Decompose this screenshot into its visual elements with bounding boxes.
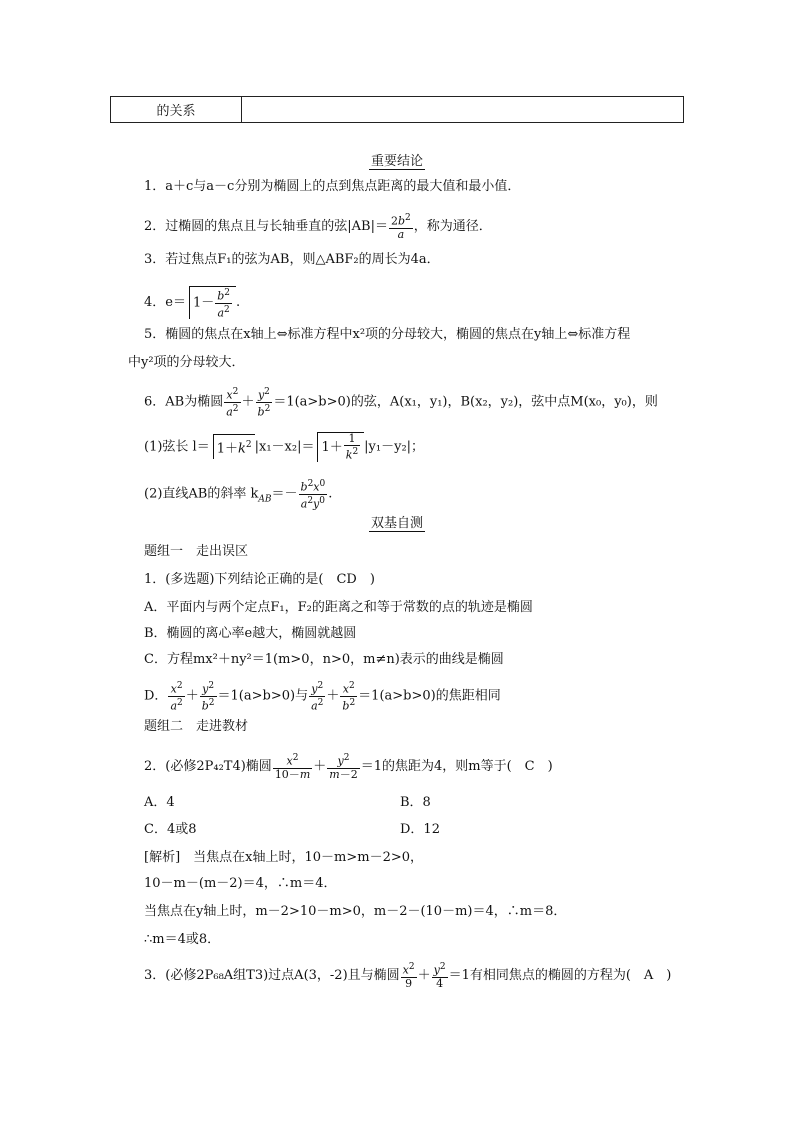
question-1: 1．(多选题)下列结论正确的是( CD ) bbox=[144, 572, 375, 587]
option-1b: B．椭圆的离心率e越大，椭圆就越圆 bbox=[144, 626, 357, 641]
group-1: 题组一 走出误区 bbox=[144, 544, 249, 559]
question-3: 3．(必修2P₆₈A组T3)过点A(3，-2)且与椭圆 $\frac{x^2}{9}$ ＋ $\frac{y^2}{4}$ ＝1有相同焦点的椭圆的方程为( A ) bbox=[144, 962, 672, 990]
section-heading-2: 双基自测 bbox=[370, 516, 423, 531]
option-2c: C．4或8 bbox=[144, 822, 197, 837]
item-5a: 5．椭圆的焦点在x轴上⇔标准方程中x²项的分母较大，椭圆的焦点在y轴上⇔标准方程 bbox=[144, 327, 631, 342]
table-row bbox=[110, 96, 684, 123]
solution-line-1: [解析] 当焦点在x轴上时，10－m>m－2>0， bbox=[144, 850, 423, 865]
item-5b: 中y²项的分母较大． bbox=[128, 355, 245, 370]
solution-line-2: 10－m－(m－2)＝4，∴m＝4． bbox=[144, 876, 337, 891]
option-1a: A．平面内与两个定点F₁，F₂的距离之和等于常数的点的轨迹是椭圆 bbox=[144, 600, 533, 615]
group-2: 题组二 走进教材 bbox=[144, 719, 249, 734]
solution-line-4: ∴m＝4或8． bbox=[144, 932, 221, 947]
option-1d: D． $\frac{x^2}{a^2}$ ＋ $\frac{y^2}{b^2}$ ＝1(a>b>0)与 $\frac{y^2}{a^2}$ ＋ $\frac{x^2}{b^2}$ ＝1(a>b>0)的焦距相同 bbox=[144, 681, 501, 713]
table-cell-empty bbox=[242, 97, 683, 122]
item-6-2: (2)直线AB的斜率 $k_{AB}=-$ $\frac{b^2x^0}{a^2y^0}$ . bbox=[144, 479, 333, 511]
item-1: 1．a＋c与a－c分别为椭圆上的点到焦点距离的最大值和最小值． bbox=[144, 179, 521, 194]
item-4: 4．e＝ 1－ $\frac{b^2}{a^2}$ . bbox=[144, 288, 241, 320]
question-2: 2．(必修2P₄₂T4)椭圆 $\frac{x^2}{10-m}$ ＋ $\frac{y^2}{m-2}$ ＝1的焦距为4，则m等于( C ) bbox=[144, 753, 553, 781]
option-2d: D．12 bbox=[400, 822, 440, 837]
table-cell-text: 的关系 bbox=[156, 104, 196, 119]
item-6-1: (1)弦长 $l= 1+k^2$ |x₁－x₂|＝ 1＋ $\frac{1}{k^2}$ |y₁－y₂|； bbox=[144, 432, 425, 462]
item-3: 3．若过焦点F₁的弦为AB，则△ABF₂的周长为4a． bbox=[144, 252, 440, 267]
item-2: 2．过椭圆的焦点且与长轴垂直的弦|AB|＝ $\frac{2b^2}{a}$ ，称为通径． bbox=[144, 213, 492, 241]
table-cell bbox=[111, 97, 242, 122]
option-1c: C．方程mx²＋ny²＝1(m>0，n>0，m≠n)表示的曲线是椭圆 bbox=[144, 652, 504, 667]
solution-line-3: 当焦点在y轴上时，m－2>10－m>0，m－2－(10－m)＝4，∴m＝8． bbox=[144, 904, 567, 919]
option-2b: B．8 bbox=[400, 795, 431, 810]
option-2a: A．4 bbox=[144, 795, 175, 810]
section-heading: 重要结论 bbox=[370, 154, 423, 169]
item-6: 6．AB为椭圆 $\frac{x^2}{a^2}$ ＋ $\frac{y^2}{b^2}$ ＝1(a>b>0)的弦，A(x₁，y₁)，B(x₂，y₂)，弦中点M(x₀，y₀)，则 bbox=[144, 387, 658, 419]
